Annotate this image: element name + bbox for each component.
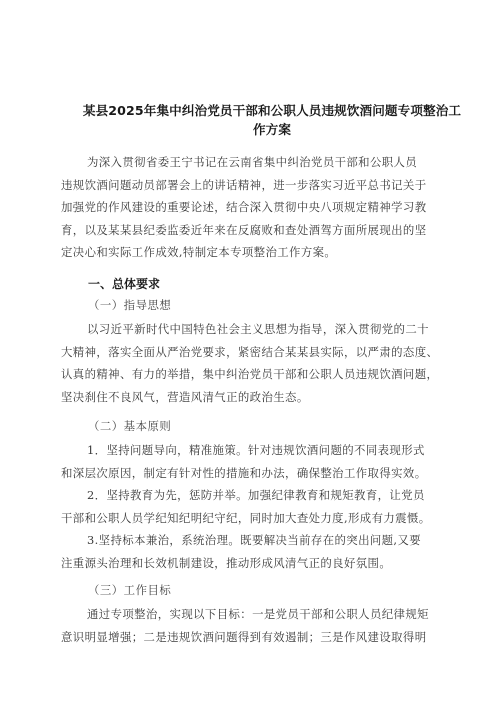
paragraph-line: 大精神，落实全面从严治党要求，紧密结合某某县实际，以严肃的态度、 bbox=[61, 344, 439, 359]
paragraph-line: 坚决刹住不良风气，营造风清气正的政治生态。 bbox=[61, 389, 309, 404]
paragraph-line: 3.坚持标本兼治，系统治理。既要解决当前存在的突出问题,又要 bbox=[87, 533, 422, 547]
work-goals-paragraph bbox=[61, 603, 461, 648]
paragraph-line: 定决心和实际工作成效,特制定本专项整治工作方案。 bbox=[61, 245, 337, 259]
paragraph-line: 育，以及某某县纪委监委近年来在反腐败和查处酒驾方面所展现出的坚 bbox=[61, 222, 427, 237]
paragraph-line: 以习近平新时代中国特色社会主义思想为指导，深入贯彻党的二十 bbox=[87, 322, 429, 336]
subsection-heading: （二）基本原则 bbox=[88, 419, 172, 433]
guiding-ideology-paragraph bbox=[61, 318, 461, 408]
paragraph-line: 意识明显增强；二是违规饮酒问题得到有效遏制；三是作风建设取得明 bbox=[61, 629, 427, 644]
title-line: 作方案 bbox=[252, 122, 292, 137]
paragraph-line: 为深入贯彻省委王宁书记在云南省集中纠治党员干部和公职人员 bbox=[87, 155, 418, 169]
subsection-heading: （一）指导思想 bbox=[88, 298, 172, 312]
title-line: 某县2025年集中纠治党员干部和公职人员违规饮酒问题专项整治工 bbox=[82, 103, 462, 118]
document-title bbox=[82, 101, 462, 139]
intro-paragraph bbox=[61, 151, 461, 264]
paragraph-line: 通过专项整治，实现以下目标：一是党员干部和公职人员纪律规矩 bbox=[87, 607, 429, 621]
section-heading: 一、总体要求 bbox=[88, 277, 161, 291]
paragraph-line: 违规饮酒问题动员部署会上的讲话精神，进一步落实习近平总书记关于 bbox=[61, 177, 427, 192]
paragraph-line: 认真的精神、有力的举措，集中纠治党员干部和公职人员违规饮酒问题， bbox=[61, 367, 439, 381]
paragraph-line: 干部和公职人员学纪知纪明纪守纪，同时加大查处力度,形成有力震慑。 bbox=[61, 510, 431, 525]
paragraph-line: 注重源头治理和长效机制建设，推动形成风清气正的良好氛围。 bbox=[61, 555, 392, 570]
basic-principles-paragraph bbox=[61, 439, 461, 574]
paragraph-line: 1．坚持问题导向，精准施策。针对违规饮酒问题的不同表现形式 bbox=[87, 443, 425, 457]
paragraph-line: 加强党的作风建设的重要论述，结合深入贯彻中央八项规定精神学习教 bbox=[61, 200, 427, 214]
subsection-heading: （三）工作目标 bbox=[88, 583, 172, 597]
paragraph-line: 2．坚持教育为先，惩防并举。加强纪律教育和规矩教育，让党员 bbox=[87, 488, 425, 502]
paragraph-line: 和深层次原因，制定有针对性的措施和办法，确保整治工作取得实效。 bbox=[61, 465, 427, 480]
